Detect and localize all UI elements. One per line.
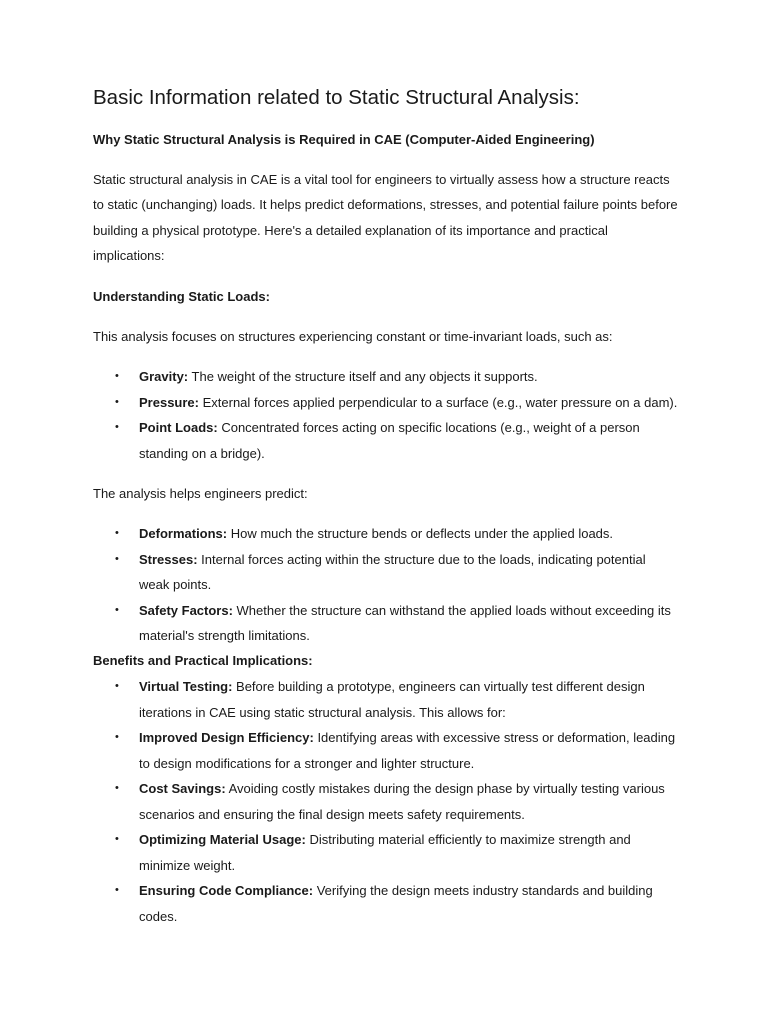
list-item	[93, 364, 693, 390]
item-text: Concentrated forces acting on specific locations (e.g., weight of a person	[217, 420, 640, 435]
item-text: External forces applied perpendicular to a surface (e.g., water pressure on a dam).	[198, 394, 678, 410]
bullet-icon: •	[115, 395, 119, 408]
predictions-list	[93, 521, 693, 649]
item-text-continued: minimize weight.	[139, 857, 236, 873]
bullet-icon: •	[115, 782, 119, 794]
item-text-continued: to design modifications for a stronger and lighter structure.	[139, 755, 475, 771]
list-item	[93, 415, 693, 466]
item-text: Verifying the design meets industry standards and building	[313, 883, 653, 898]
item-text: Whether the structure can withstand the applied loads without exceeding its	[232, 602, 671, 618]
item-text: Distributing material efficiently to maximize strength and	[305, 832, 631, 847]
intro-line: implications:	[93, 248, 165, 263]
intro-line: building a physical prototype. Here's a detailed explanation of its importance and practical	[93, 223, 608, 238]
item-text: Before building a prototype, engineers can virtually test different design	[232, 679, 645, 694]
item-text-continued: iterations in CAE using static structural analysis. This allows for:	[139, 704, 506, 720]
bullet-icon: •	[115, 833, 119, 845]
benefits-list	[93, 674, 693, 929]
list-item	[93, 598, 693, 649]
static-loads-list	[93, 364, 693, 466]
item-label: Pressure:	[139, 394, 199, 410]
bullet-icon: •	[115, 527, 119, 539]
bullet-icon: •	[115, 603, 119, 616]
bullet-icon: •	[115, 731, 119, 743]
item-label: Gravity:	[139, 369, 189, 384]
section-lead: The analysis helps engineers predict:	[93, 486, 308, 501]
item-label: Improved Design Efficiency:	[139, 730, 314, 745]
item-text: Internal forces acting within the structure due to the loads, indicating potential	[197, 551, 646, 567]
item-label: Stresses:	[139, 551, 198, 567]
list-item	[93, 878, 693, 929]
intro-line: to static (unchanging) loads. It helps predict deformations, stresses, and potential failure points before	[93, 197, 678, 212]
item-text: Avoiding costly mistakes during the design phase by virtually testing various	[225, 781, 665, 796]
section-lead: This analysis focuses on structures experiencing constant or time-invariant loads, such as:	[93, 329, 613, 344]
list-item	[93, 521, 693, 547]
list-item	[93, 547, 693, 598]
item-text-continued: scenarios and ensuring the final design meets safety requirements.	[139, 806, 525, 822]
bullet-icon: •	[115, 370, 119, 382]
bullet-icon: •	[115, 421, 119, 433]
bullet-icon: •	[115, 552, 119, 565]
item-text-continued: material's strength limitations.	[139, 628, 310, 643]
list-item	[93, 776, 693, 827]
page-title: Basic Information related to Static Structural Analysis:	[93, 86, 580, 109]
item-label: Safety Factors:	[139, 602, 233, 618]
section-heading-benefits: Benefits and Practical Implications:	[93, 653, 313, 668]
bullet-icon: •	[115, 884, 119, 896]
item-text-continued: codes.	[139, 908, 178, 924]
item-text: How much the structure bends or deflects under the applied loads.	[227, 526, 614, 541]
item-label: Deformations:	[139, 526, 228, 541]
list-item	[93, 827, 693, 878]
item-text: The weight of the structure itself and any objects it supports.	[188, 369, 538, 384]
list-item	[93, 390, 693, 416]
item-label: Point Loads:	[139, 420, 218, 435]
item-label: Virtual Testing:	[139, 679, 233, 694]
item-label: Cost Savings:	[139, 781, 226, 796]
intro-line: Static structural analysis in CAE is a vital tool for engineers to virtually assess how a structure reacts	[93, 172, 670, 187]
list-item	[93, 725, 693, 776]
item-text: Identifying areas with excessive stress or deformation, leading	[313, 730, 676, 745]
item-text-continued: standing on a bridge).	[139, 445, 265, 461]
section-heading-static-loads: Understanding Static Loads:	[93, 289, 270, 304]
item-text-continued: weak points.	[139, 577, 212, 592]
item-label: Ensuring Code Compliance:	[139, 883, 314, 898]
item-label: Optimizing Material Usage:	[139, 832, 306, 847]
list-item	[93, 674, 693, 725]
subtitle: Why Static Structural Analysis is Required in CAE (Computer-Aided Engineering)	[93, 132, 595, 147]
bullet-icon: •	[115, 680, 119, 692]
